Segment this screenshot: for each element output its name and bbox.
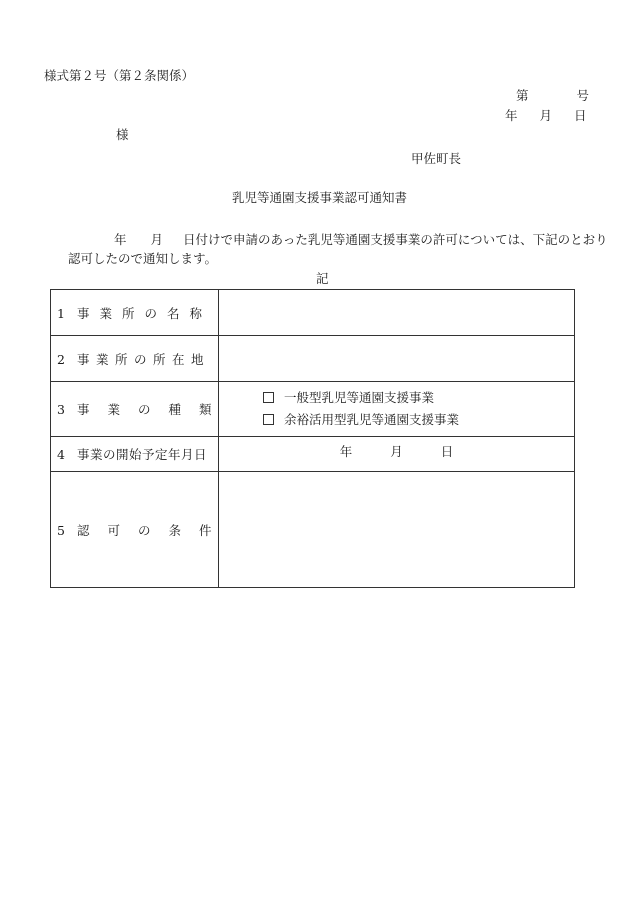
value-start-date[interactable]: [219, 437, 575, 472]
start-date-month: 月: [390, 444, 403, 459]
ki-heading: 記: [316, 271, 329, 286]
addressee: 様: [116, 127, 129, 142]
body-text-line-1: [114, 234, 608, 247]
row-label: 事業所の所在地: [77, 351, 211, 367]
document-title: 乳児等通園支援事業認可通知書: [232, 190, 408, 205]
label-start-date: [51, 437, 219, 472]
body-line-1-rest: 日付けで申請のあった乳児等通園支援事業の許可については、下記のとおり: [183, 232, 608, 247]
row-number: 2: [57, 351, 65, 367]
doc-number-suffix: 号: [576, 88, 590, 103]
row-number: 4: [57, 447, 65, 462]
document-number: [516, 90, 589, 103]
row-label: 事業の種類: [77, 402, 230, 417]
label-business-type: [51, 382, 230, 437]
table-row: [51, 336, 575, 382]
table-row: [51, 472, 575, 588]
body-text-line-2: 認可したので通知します。: [68, 251, 218, 266]
value-office-address[interactable]: [219, 336, 575, 382]
label-office-name: [51, 290, 219, 336]
start-date-year: 年: [339, 444, 353, 459]
option-label: 一般型乳児等通園支援事業: [284, 390, 435, 405]
business-type-option-general[interactable]: [219, 392, 574, 405]
table-row: [51, 290, 575, 336]
value-office-name[interactable]: [219, 290, 575, 336]
row-number: 3: [57, 402, 65, 417]
issue-date-year: 年: [505, 108, 518, 123]
start-date-day: 日: [440, 444, 454, 459]
issuer: 甲佐町長: [411, 151, 462, 166]
row-label: 事業の開始予定年月日: [77, 447, 208, 462]
doc-number-prefix: 第: [516, 88, 529, 103]
issue-date: [505, 110, 587, 123]
checkbox-icon[interactable]: [263, 392, 274, 403]
business-type-option-spare-capacity[interactable]: [219, 411, 574, 427]
form-number: 様式第２号（第２条関係）: [44, 68, 195, 83]
body-month: 月: [150, 232, 164, 247]
checkbox-icon[interactable]: [263, 414, 274, 425]
value-approval-conditions[interactable]: [219, 472, 575, 588]
value-business-type: [219, 382, 575, 437]
issue-date-month: 月: [539, 108, 553, 123]
label-office-address: [51, 336, 219, 382]
option-label: 余裕活用型乳児等通園支援事業: [284, 411, 460, 427]
row-number: 1: [57, 305, 65, 321]
label-approval-conditions: [51, 472, 230, 588]
row-label: 認可の条件: [77, 522, 230, 538]
row-label: 事業所の名称: [77, 305, 213, 321]
table-row: [51, 382, 575, 437]
issue-date-day: 日: [574, 108, 587, 123]
row-number: 5: [57, 522, 65, 538]
body-year: 年: [114, 232, 127, 247]
details-table: [50, 289, 575, 588]
table-row: [51, 437, 575, 472]
